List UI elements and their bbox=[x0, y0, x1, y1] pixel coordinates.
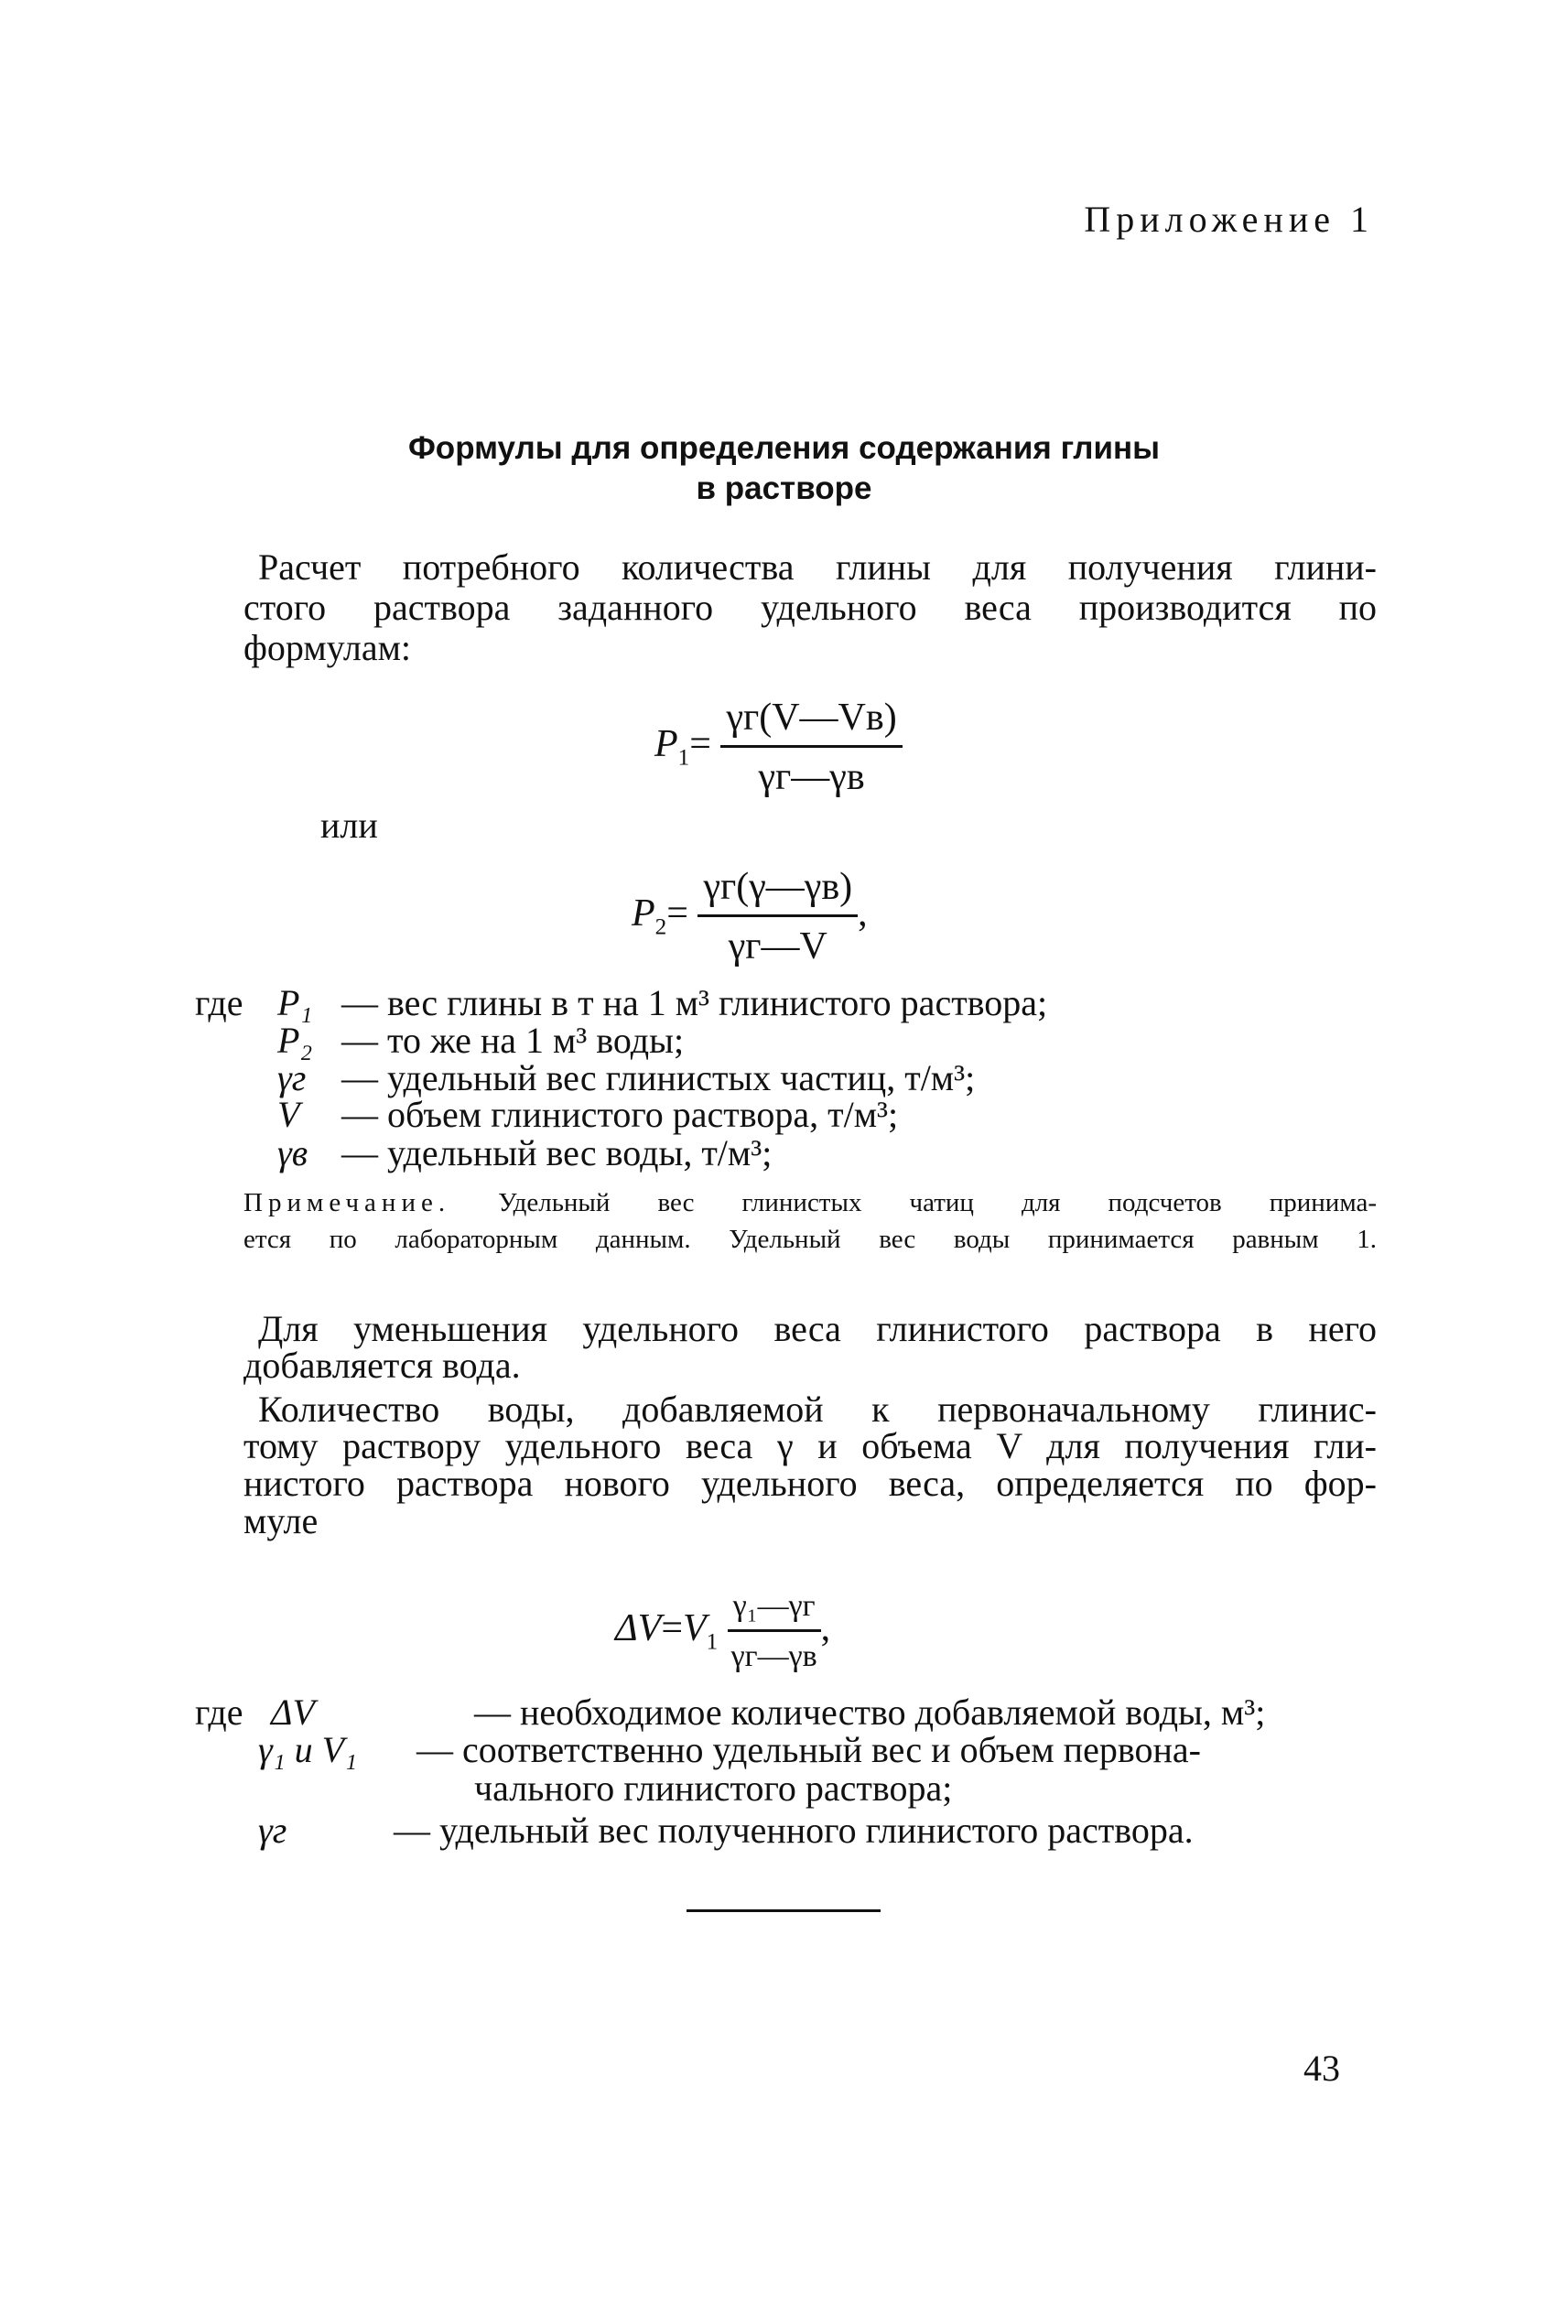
note-line2: ется по лабораторным данным. Удельный вес воды принимается равным 1. bbox=[243, 1225, 1377, 1254]
where-label: где bbox=[195, 982, 243, 1023]
fraction-numerator: γг(V—Vв) bbox=[720, 696, 902, 748]
definition-text: — удельный вес воды, т/м³; bbox=[341, 1132, 773, 1173]
formula-factor: V bbox=[683, 1607, 707, 1650]
fraction bbox=[697, 865, 858, 968]
para3-line: тому раствору удельного веса γ и объема V для получения гли- bbox=[243, 1425, 1377, 1466]
fraction-denominator: γг—γв bbox=[730, 1639, 817, 1673]
where-label: где bbox=[195, 1692, 243, 1733]
definition-symbol: γг bbox=[277, 1057, 307, 1098]
para3-line: нистого раствора нового удельного веса, определяется по фор- bbox=[243, 1463, 1377, 1504]
definition-symbol: γг bbox=[258, 1810, 287, 1851]
formula-eq: = bbox=[661, 1607, 683, 1650]
note-text: Удельный вес глинистых чатиц для подсчетов принима- bbox=[498, 1188, 1377, 1217]
definition-text: — объем глинистого раствора, т/м³; bbox=[341, 1094, 899, 1135]
para1-line: Расчет потребного количества глины для получения глини- bbox=[258, 546, 1377, 588]
para3-line: Количество воды, добавляемой к первоначальному глинис- bbox=[258, 1389, 1377, 1430]
fraction bbox=[720, 696, 902, 799]
definition-symbol: γв bbox=[277, 1132, 308, 1173]
definition-text: — соответственно удельный вес и объем первона- bbox=[416, 1729, 1201, 1770]
formula-lhs: ΔV bbox=[615, 1607, 662, 1650]
formula-eq: = bbox=[666, 892, 688, 935]
appendix-label: Приложение 1 bbox=[1084, 199, 1374, 240]
definition-symbol: P₁ bbox=[277, 982, 313, 1023]
note-line1 bbox=[243, 1186, 1377, 1219]
para1-line: формулам: bbox=[243, 627, 412, 668]
formula-comma: , bbox=[858, 892, 868, 935]
definition-item bbox=[258, 1811, 287, 1851]
definition-symbol: γ₁ и V₁ bbox=[258, 1729, 358, 1770]
formula-p2 bbox=[632, 865, 868, 968]
fraction bbox=[728, 1589, 821, 1674]
definition-symbol: ΔV bbox=[271, 1692, 315, 1733]
or-label: или bbox=[320, 805, 378, 846]
note-label: Примечание. bbox=[243, 1188, 451, 1217]
end-rule bbox=[687, 1909, 881, 1912]
formula-comma: , bbox=[820, 1607, 831, 1650]
fraction-denominator: γг—γв bbox=[758, 756, 865, 798]
para1-line: стого раствора заданного удельного веса производится по bbox=[243, 587, 1377, 628]
definition-text: — вес глины в т на 1 м³ глинистого раствора; bbox=[341, 982, 1048, 1023]
definition-text: — удельный вес глинистых частиц, т/м³; bbox=[341, 1057, 976, 1098]
definition-item bbox=[271, 1692, 315, 1733]
formula-p1 bbox=[654, 696, 903, 799]
page-number: 43 bbox=[1303, 2048, 1340, 2089]
definition-item bbox=[277, 1021, 684, 1061]
definition-item bbox=[277, 1058, 975, 1098]
page-title-line2: в растворе bbox=[696, 470, 872, 506]
definition-text: — необходимое количество добавляемой воды, м³; bbox=[474, 1692, 1266, 1733]
definition-text: — то же на 1 м³ воды; bbox=[341, 1020, 685, 1061]
definition-item bbox=[277, 1133, 772, 1173]
para2-line: добавляется вода. bbox=[243, 1345, 521, 1386]
formula-eq: = bbox=[689, 723, 711, 766]
definition-text: — удельный вес полученного глинистого раствора. bbox=[394, 1810, 1194, 1851]
definition-symbol: V bbox=[277, 1094, 300, 1135]
para3-line: муле bbox=[243, 1500, 319, 1541]
definition-text-cont: чального глинистого раствора; bbox=[474, 1767, 953, 1809]
fraction-numerator: γ₁—γг bbox=[728, 1589, 821, 1632]
formula-factor-sub: 1 bbox=[706, 1629, 719, 1655]
fraction-denominator: γг—V bbox=[728, 925, 827, 967]
definition-item bbox=[277, 983, 1047, 1023]
definition-item bbox=[277, 1095, 898, 1135]
formula-lhs-sub: 1 bbox=[677, 745, 690, 771]
para2-line: Для уменьшения удельного веса глинистого раствора в него bbox=[258, 1308, 1377, 1349]
definition-item bbox=[258, 1730, 357, 1770]
page-title-line1: Формулы для определения содержания глины bbox=[407, 430, 1161, 466]
fraction-numerator: γг(γ—γв) bbox=[697, 865, 858, 917]
formula-delta-v bbox=[615, 1589, 830, 1674]
formula-lhs-sub: 2 bbox=[654, 914, 667, 940]
formula-lhs: P bbox=[632, 892, 655, 935]
definition-symbol: P₂ bbox=[277, 1020, 313, 1061]
formula-lhs: P bbox=[654, 723, 678, 766]
